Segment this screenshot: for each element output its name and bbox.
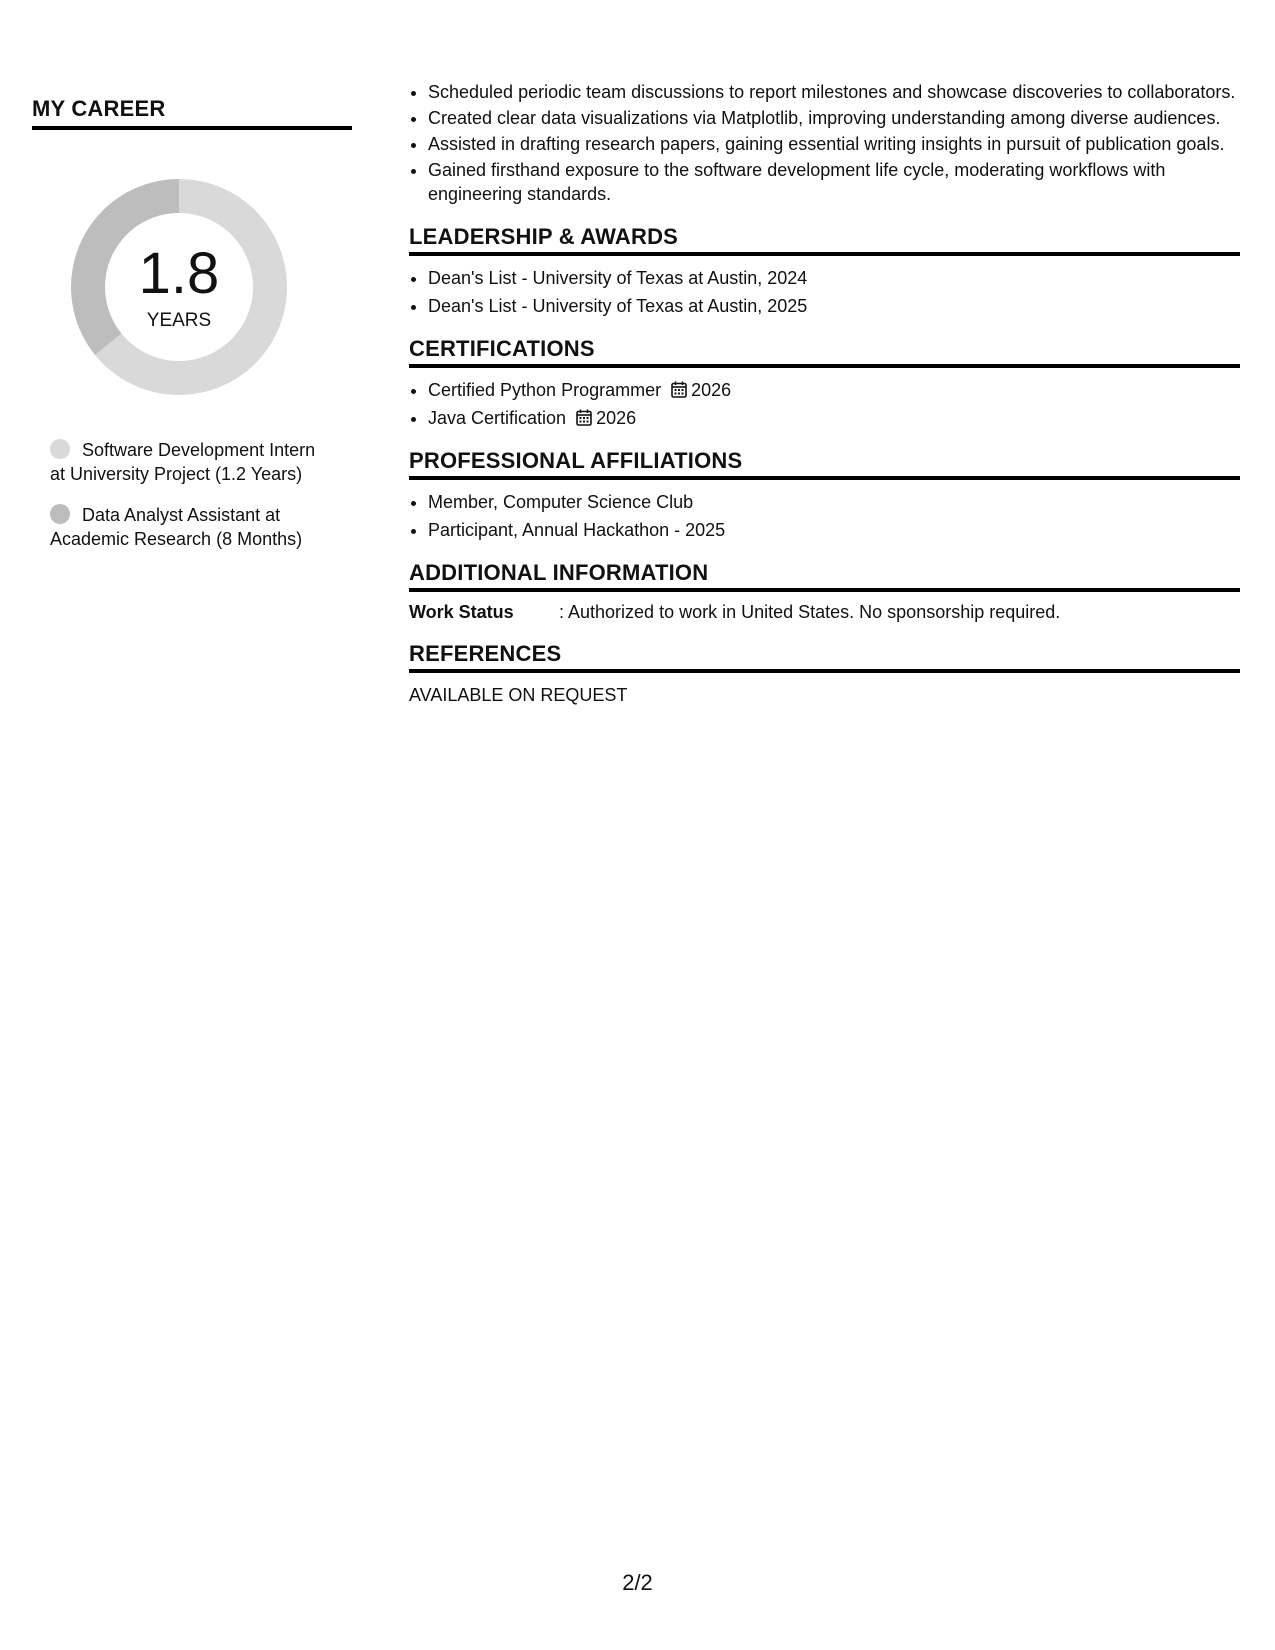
affiliations-section — [409, 448, 1240, 542]
calendar-icon — [671, 381, 687, 398]
legend-item — [50, 438, 320, 486]
list-item: • Participant, Annual Hackathon - 2025 — [428, 518, 1240, 542]
list-item: • Dean's List - University of Texas at Austin, 2025 — [428, 294, 1240, 318]
certifications-section — [409, 336, 1240, 430]
certifications-title: CERTIFICATIONS — [409, 336, 1240, 368]
list-item — [428, 378, 1240, 402]
legend-label: Data Analyst Assistant at Academic Research (8 Months) — [50, 505, 303, 549]
references-text: AVAILABLE ON REQUEST — [409, 685, 628, 705]
references-section — [409, 641, 1240, 706]
certification-year: 2026 — [596, 408, 637, 428]
list-item: • Scheduled periodic team discussions to report milestones and showcase discoveries to collaborators. — [428, 80, 1240, 104]
leadership-section — [409, 224, 1240, 318]
experience-bullets — [409, 80, 1240, 206]
work-status-row — [409, 602, 1240, 623]
references-title: REFERENCES — [409, 641, 1240, 673]
page-number: 2/2 — [622, 1570, 653, 1595]
legend-swatch — [50, 504, 70, 524]
certification-name: Certified Python Programmer — [428, 380, 662, 400]
work-status-value: : Authorized to work in United States. No sponsorship required. — [559, 602, 1061, 622]
list-item — [428, 406, 1240, 430]
career-total-value: 1.8 — [138, 241, 220, 306]
donut-center-label — [64, 241, 294, 332]
leadership-list — [409, 266, 1240, 318]
work-status-label: Work Status — [409, 602, 514, 622]
certifications-list — [409, 378, 1240, 430]
career-title: MY CAREER — [32, 96, 352, 130]
certification-year: 2026 — [691, 380, 732, 400]
career-donut-chart — [64, 172, 294, 402]
additional-info-title: ADDITIONAL INFORMATION — [409, 560, 1240, 592]
legend-item — [50, 503, 320, 551]
legend-swatch — [50, 439, 70, 459]
list-item: • Assisted in drafting research papers, gaining essential writing insights in pursuit of publication goals. — [428, 132, 1240, 156]
certification-name: Java Certification — [428, 408, 567, 428]
leadership-title: LEADERSHIP & AWARDS — [409, 224, 1240, 256]
additional-info-section — [409, 560, 1240, 623]
legend-label: Software Development Intern at University Project (1.2 Years) — [50, 440, 316, 484]
career-panel — [32, 96, 352, 568]
affiliations-title: PROFESSIONAL AFFILIATIONS — [409, 448, 1240, 480]
list-item: • Dean's List - University of Texas at Austin, 2024 — [428, 266, 1240, 290]
career-legend — [50, 438, 320, 551]
main-content — [409, 80, 1240, 706]
list-item: • Created clear data visualizations via Matplotlib, improving understanding among diverse audiences. — [428, 106, 1240, 130]
career-total-unit: YEARS — [146, 310, 212, 331]
list-item: • Member, Computer Science Club — [428, 490, 1240, 514]
list-item: • Gained firsthand exposure to the software development life cycle, moderating workflows with engineering standards. — [428, 158, 1240, 206]
calendar-icon — [576, 409, 592, 426]
affiliations-list — [409, 490, 1240, 542]
